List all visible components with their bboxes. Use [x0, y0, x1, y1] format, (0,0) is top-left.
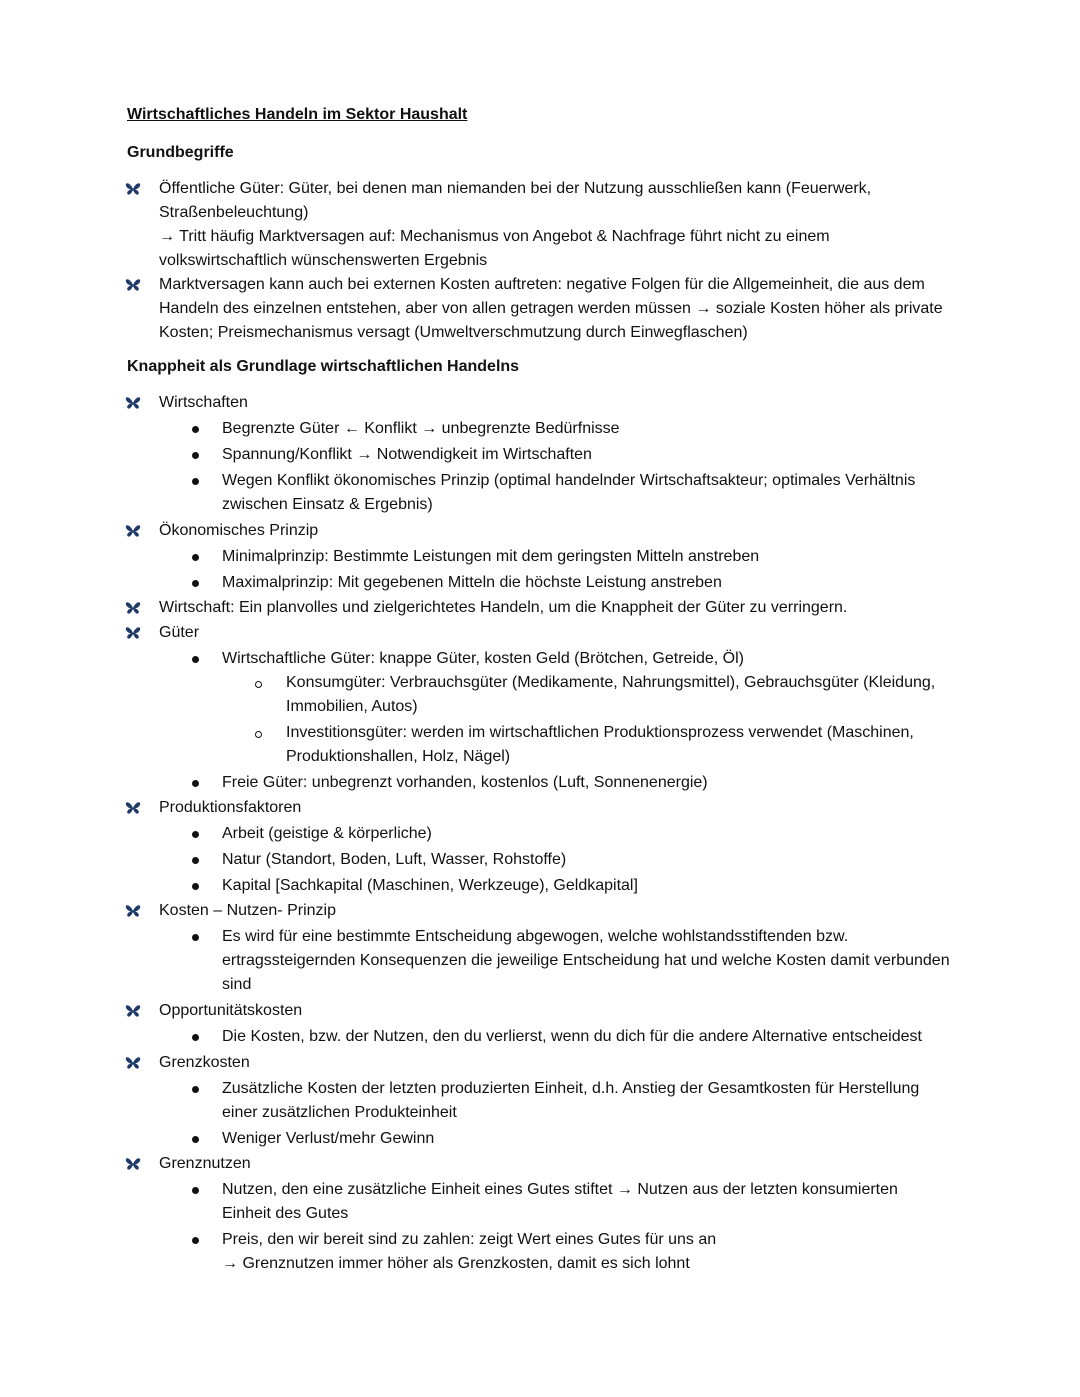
- sub-note: → Grenznutzen immer höher als Grenzkosten, damit es sich lohnt: [222, 1255, 690, 1272]
- sub-list: [159, 1178, 950, 1276]
- list-item-kosten-nutzen-prinzip: [0, 899, 1080, 997]
- bullet-dot-icon: [192, 580, 199, 587]
- item-text: Wirtschaft: Ein planvolles und zielgerichtetes Handeln, um die Knappheit der Güter zu verringern.: [159, 599, 848, 616]
- butterfly-bullet-icon: [125, 396, 141, 410]
- sub-list: [159, 925, 950, 997]
- item-text: Kosten – Nutzen- Prinzip: [159, 902, 336, 919]
- item-text: Güter: [159, 624, 200, 641]
- bullet-dot-icon: [192, 934, 199, 941]
- sub-item: Maximalprinzip: Mit gegebenen Mitteln die höchste Leistung anstreben: [159, 571, 950, 595]
- list-item-grenznutzen: [0, 1152, 1080, 1276]
- item-text: Opportunitätskosten: [159, 1002, 303, 1019]
- bullet-dot-icon: [192, 478, 199, 485]
- subsub-item: Konsumgüter: Verbrauchsgüter (Medikamente, Nahrungsmittel), Gebrauchsgüter (Kleidung, Immobilien, Autos): [222, 671, 950, 719]
- butterfly-bullet-icon: [125, 1056, 141, 1070]
- item-text: Grenznutzen: [159, 1155, 251, 1172]
- sub-item: Freie Güter: unbegrenzt vorhanden, kostenlos (Luft, Sonnenenergie): [159, 771, 950, 795]
- list-item-wirtschaft: [0, 596, 1080, 620]
- sub-item: Natur (Standort, Boden, Luft, Wasser, Rohstoffe): [159, 848, 950, 872]
- section-heading-grundbegriffe: Grundbegriffe: [127, 144, 234, 161]
- item-text: Ökonomisches Prinzip: [159, 522, 319, 539]
- bullet-dot-icon: [192, 1187, 199, 1194]
- sub-item: Arbeit (geistige & körperliche): [159, 822, 950, 846]
- bullet-dot-icon: [192, 1034, 199, 1041]
- list-item-produktionsfaktoren: [0, 796, 1080, 898]
- sub-item: Kapital [Sachkapital (Maschinen, Werkzeuge), Geldkapital]: [159, 874, 950, 898]
- list-item-oekonomisches-prinzip: [0, 519, 1080, 595]
- document-title: Wirtschaftliches Handeln im Sektor Haushalt: [127, 106, 468, 123]
- bullet-dot-icon: [192, 831, 199, 838]
- item-note: → Tritt häufig Marktversagen auf: Mechanismus von Angebot & Nachfrage führt nicht zu einem volkswirtschaftlich wünschenswerten Ergebnis: [159, 228, 830, 269]
- item-text: Marktversagen kann auch bei externen Kosten auftreten: negative Folgen für die Allgemeinheit, die aus dem Handeln des einzelnen entstehen, aber von allen getragen werden müssen → soziale Kosten höher als private Kosten; Preismechanismus versagt (Umweltverschmutzung durch Einwegflaschen): [159, 276, 943, 341]
- list-item-wirtschaften: [0, 391, 1080, 517]
- section-heading-knappheit: Knappheit als Grundlage wirtschaftlichen Handelns: [127, 358, 520, 375]
- sub-item: Wegen Konflikt ökonomisches Prinzip (optimal handelnder Wirtschaftsakteur; optimales Verhältnis zwischen Einsatz & Ergebnis): [159, 469, 950, 517]
- bullet-dot-icon: [192, 452, 199, 459]
- sub-item: Weniger Verlust/mehr Gewinn: [159, 1127, 950, 1151]
- butterfly-bullet-icon: [125, 801, 141, 815]
- bullet-dot-icon: [192, 1136, 199, 1143]
- list-item-opportunitaetskosten: [0, 999, 1080, 1049]
- butterfly-bullet-icon: [125, 524, 141, 538]
- sub-item: Minimalprinzip: Bestimmte Leistungen mit dem geringsten Mitteln anstreben: [159, 545, 950, 569]
- list-item-gueter: [0, 621, 1080, 795]
- sub-list: [159, 417, 950, 517]
- butterfly-bullet-icon: [125, 626, 141, 640]
- sub-item: Preis, den wir bereit sind zu zahlen: zeigt Wert eines Gutes für uns an → Grenznutzen immer höher als Grenzkosten, damit es sich lohnt: [159, 1228, 950, 1276]
- item-text: Öffentliche Güter: Güter, bei denen man niemanden bei der Nutzung ausschließen kann (Feuerwerk, Straßenbeleuchtung): [159, 180, 872, 221]
- bullet-dot-icon: [192, 883, 199, 890]
- list-item: [0, 273, 1080, 345]
- list-grundbegriffe: [0, 177, 1080, 345]
- bullet-dot-icon: [192, 426, 199, 433]
- item-text: Wirtschaften: [159, 394, 248, 411]
- list-item: [0, 177, 1080, 273]
- sub-item: Die Kosten, bzw. der Nutzen, den du verlierst, wenn du dich für die andere Alternative entscheidest: [159, 1025, 950, 1049]
- sub-item: Begrenzte Güter ← Konflikt → unbegrenzte Bedürfnisse: [159, 417, 950, 441]
- sub-item: Spannung/Konflikt → Notwendigkeit im Wirtschaften: [159, 443, 950, 467]
- sub-list: [159, 545, 950, 595]
- sub-item: Zusätzliche Kosten der letzten produzierten Einheit, d.h. Anstieg der Gesamtkosten für Herstellung einer zusätzlichen Produkteinheit: [159, 1077, 950, 1125]
- bullet-dot-icon: [192, 554, 199, 561]
- bullet-dot-icon: [192, 1237, 199, 1244]
- sub-list: [159, 822, 950, 898]
- butterfly-bullet-icon: [125, 278, 141, 292]
- butterfly-bullet-icon: [125, 1157, 141, 1171]
- sub-list: [159, 647, 950, 795]
- sub-item: Es wird für eine bestimmte Entscheidung abgewogen, welche wohlstandsstiftenden bzw. ertragssteigernden Konsequenzen die jeweilige Entscheidung hat und welche Kosten damit verbunden sind: [159, 925, 950, 997]
- item-text: Produktionsfaktoren: [159, 799, 302, 816]
- list-item-grenzkosten: [0, 1051, 1080, 1151]
- butterfly-bullet-icon: [125, 904, 141, 918]
- bullet-circle-icon: [255, 731, 262, 738]
- bullet-dot-icon: [192, 656, 199, 663]
- bullet-dot-icon: [192, 780, 199, 787]
- butterfly-bullet-icon: [125, 182, 141, 196]
- subsub-item: Investitionsgüter: werden im wirtschaftlichen Produktionsprozess verwendet (Maschinen, Produktionshallen, Holz, Nägel): [222, 721, 950, 769]
- sub-list: [159, 1025, 950, 1049]
- butterfly-bullet-icon: [125, 1004, 141, 1018]
- butterfly-bullet-icon: [125, 601, 141, 615]
- bullet-dot-icon: [192, 857, 199, 864]
- sub-list: [159, 1077, 950, 1151]
- bullet-dot-icon: [192, 1086, 199, 1093]
- sub-item: Nutzen, den eine zusätzliche Einheit eines Gutes stiftet → Nutzen aus der letzten konsumierten Einheit des Gutes: [159, 1178, 950, 1226]
- bullet-circle-icon: [255, 681, 262, 688]
- subsub-list: [222, 671, 950, 769]
- list-knappheit: [0, 391, 1080, 1276]
- item-text: Grenzkosten: [159, 1054, 250, 1071]
- sub-item: Wirtschaftliche Güter: knappe Güter, kosten Geld (Brötchen, Getreide, Öl) Konsumgüter: Verbrauchsgüter (Medikamente, Nahrungsmittel), Gebrauchsgüter (Kleidung, Immobilien, Autos) Investitionsgüter: werden im wirtschaftlichen Produktionsprozess verwendet (Maschinen, Produktionshallen, Holz, Nägel): [159, 647, 950, 769]
